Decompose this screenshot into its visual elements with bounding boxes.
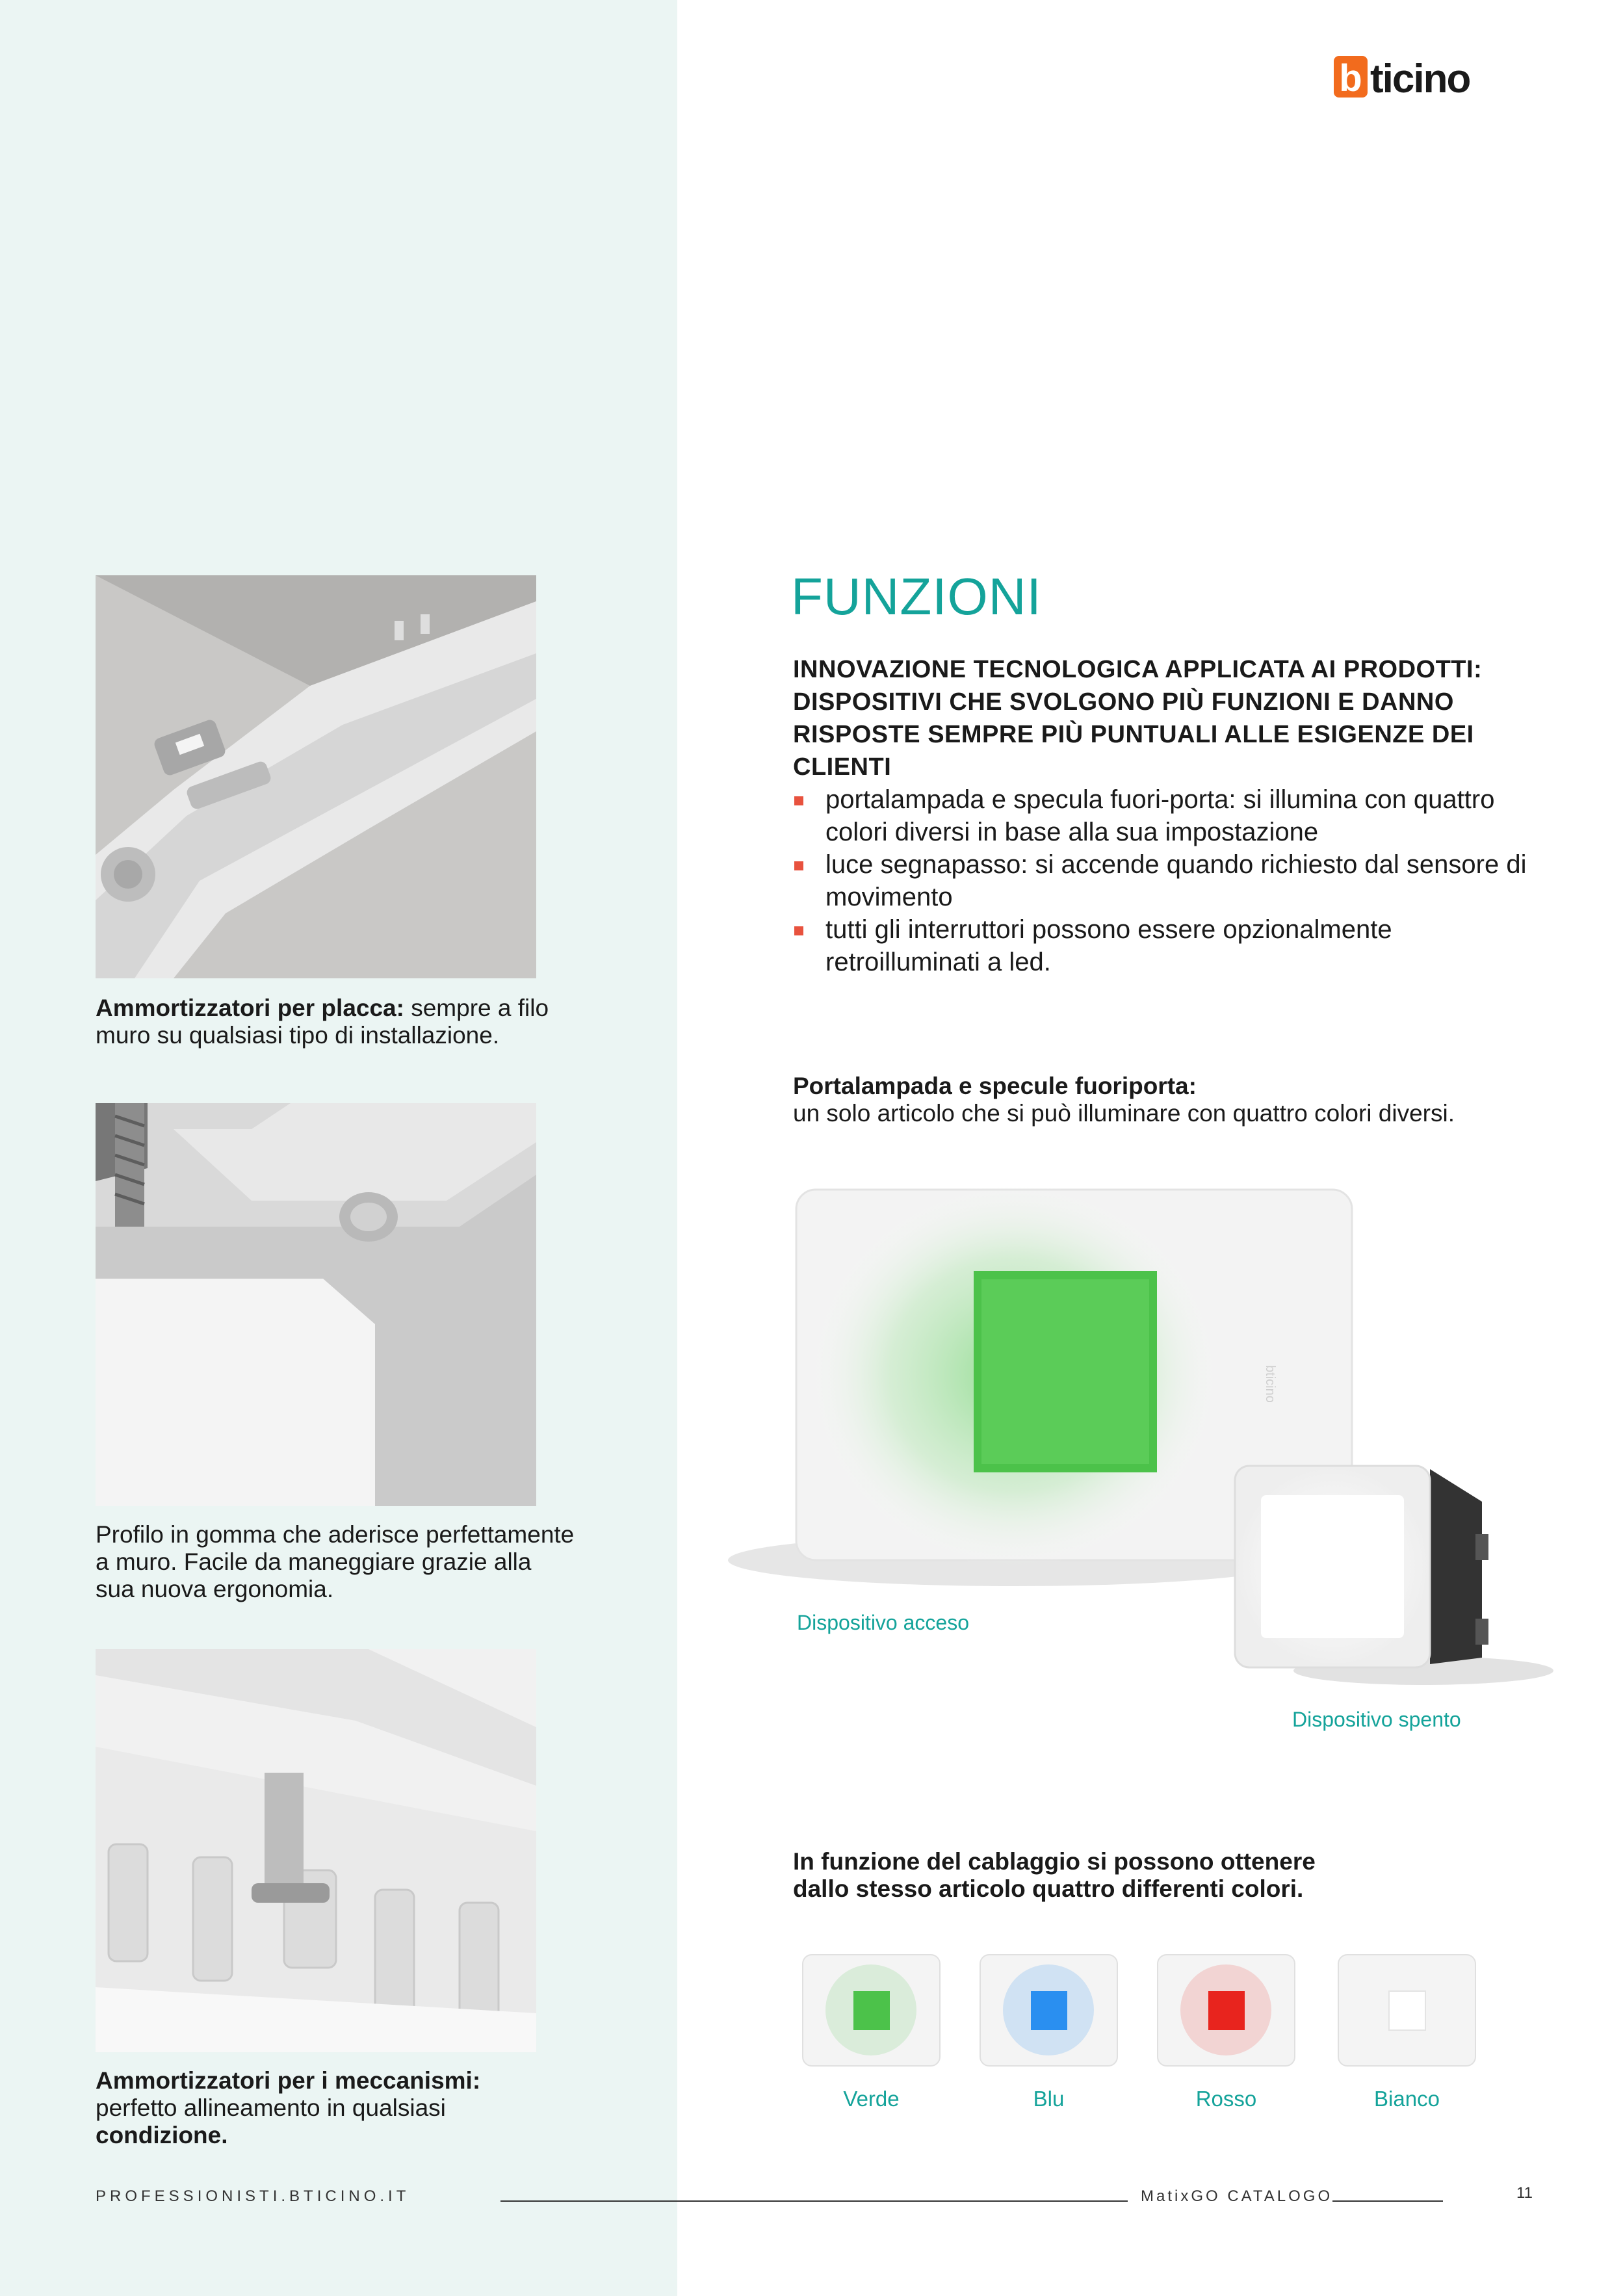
svg-text:bticino: bticino	[1263, 1365, 1277, 1403]
footer-divider-left	[500, 2200, 1128, 2202]
caption-placca	[96, 995, 577, 1049]
caption-mechanism-bold: Ammortizzatori per i meccanismi:	[96, 2067, 481, 2094]
caption-placca-text: sempre a filo muro su qualsiasi tipo di installazione.	[96, 995, 549, 1049]
caption-mechanism-bold-end: condizione.	[96, 2122, 228, 2148]
color-label-rosso: Rosso	[1195, 2087, 1257, 2111]
portalampada-heading: Portalampada e specule fuoriporta:	[793, 1073, 1197, 1099]
caption-rubber-profile-text: Profilo in gomma che aderisce perfettamente a muro. Facile da maneggiare grazie alla sua nuova ergonomia.	[96, 1521, 575, 1602]
bullet-item	[793, 783, 1527, 848]
color-card-rosso	[1156, 1953, 1296, 2067]
section-lead: INNOVAZIONE TECNOLOGICA APPLICATA AI PRODOTTI: DISPOSITIVI CHE SVOLGONO PIÙ FUNZIONI E DANNO RISPOSTE SEMPRE PIÙ PUNTUALI ALLE ESIGENZE DEI CLIENTI	[793, 656, 1483, 781]
bullet-square-icon	[794, 861, 803, 870]
bullet-text: luce segnapasso: si accende quando richiesto dal sensore di movimento	[825, 850, 1527, 911]
bullet-text: portalampada e specula fuori-porta: si illumina con quattro colori diversi in base alla sua impostazione	[825, 785, 1495, 846]
caption-mechanism	[96, 2067, 577, 2149]
label-device-on: Dispositivo acceso	[797, 1611, 969, 1634]
color-label-bianco: Bianco	[1374, 2087, 1440, 2111]
svg-text:b: b	[1339, 57, 1362, 99]
color-label-verde: Verde	[843, 2087, 900, 2111]
bticino-logo	[1334, 52, 1529, 104]
bullet-square-icon	[794, 796, 803, 805]
bullet-text: tutti gli interruttori possono essere opzionalmente retroilluminati a led.	[825, 915, 1392, 976]
label-device-off: Dispositivo spento	[1292, 1708, 1461, 1731]
color-card-blu	[979, 1953, 1119, 2067]
footer-divider-right	[1332, 2200, 1443, 2202]
bullet-item	[793, 848, 1527, 913]
bullet-item	[793, 913, 1527, 978]
feature-bullets	[793, 783, 1527, 978]
portalampada-text: un solo articolo che si può illuminare con quattro colori diversi.	[793, 1100, 1455, 1127]
caption-rubber-profile	[96, 1521, 577, 1603]
color-card-verde	[801, 1953, 941, 2067]
colors-heading-text: In funzione del cablaggio si possono ottenere dallo stesso articolo quattro differenti colori.	[793, 1848, 1316, 1902]
page-number: 11	[1516, 2184, 1533, 2202]
section-title: FUNZIONI	[791, 567, 1042, 625]
footer-website: PROFESSIONISTI.BTICINO.IT	[96, 2187, 410, 2205]
photo-rubber-profile	[96, 1103, 536, 1506]
svg-text:ticino: ticino	[1370, 57, 1470, 101]
color-card-bianco	[1337, 1953, 1477, 2067]
photo-placca-shock-absorbers	[96, 575, 536, 978]
portalampada-intro	[793, 1073, 1540, 1127]
footer-catalog: MatixGO CATALOGO	[1141, 2187, 1333, 2205]
caption-mechanism-text: perfetto allineamento in qualsiasi	[96, 2094, 446, 2121]
colors-heading	[793, 1848, 1378, 1903]
caption-placca-bold: Ammortizzatori per placca:	[96, 995, 404, 1021]
photo-mechanism-shock-absorbers	[96, 1649, 536, 2052]
bullet-square-icon	[794, 926, 803, 935]
color-label-blu: Blu	[1033, 2087, 1065, 2111]
